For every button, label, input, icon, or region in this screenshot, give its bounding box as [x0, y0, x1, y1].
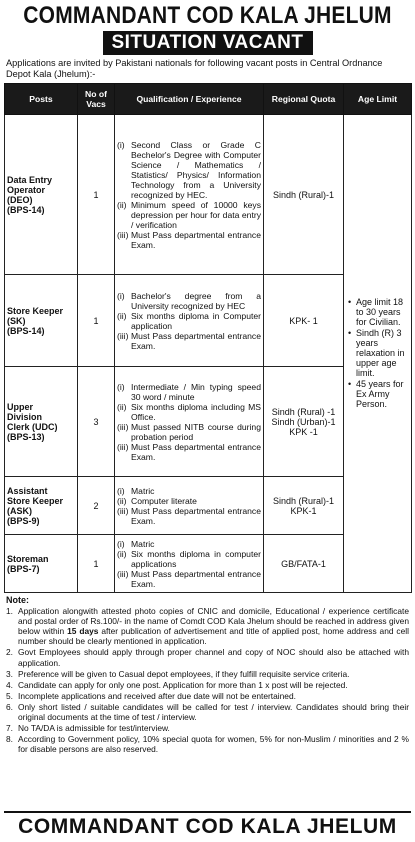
- header-vacs: No of Vacs: [78, 84, 115, 115]
- quota-line: KPK-1: [290, 505, 317, 516]
- qualification-list: [117, 291, 261, 351]
- quota-line: KPK -1: [289, 426, 318, 437]
- note-text: Application alongwith attested photo copies of CNIC and domicile, Educational / experience certificate and postal order of Rs.100/- in the name of Comdt COD Kala Jhelum should be reached in address given below within 15 days after publication of advertisement and title of applied post, home address and cell number should be clearly mentioned in application.: [18, 606, 409, 647]
- note-text: Only short listed / suitable candidates will be called for test / interview. Candidates should bring their original documents at the time of test / interview.: [18, 701, 409, 723]
- qualification-number: (ii): [117, 401, 127, 412]
- qualification-text: Minimum speed of 10000 keys depression per hour for data entry / verification: [131, 199, 261, 230]
- qualification-item: [117, 441, 261, 462]
- qualification-item: [117, 485, 261, 496]
- post-cell: [5, 275, 78, 367]
- qualification-list: [117, 486, 261, 526]
- qualification-item: [117, 538, 261, 549]
- vacancies-cell: 1: [78, 275, 115, 367]
- note-number: 7.: [6, 723, 13, 734]
- qualification-number: (iii): [117, 441, 129, 452]
- post-name-line: (SK): [7, 315, 26, 326]
- quota-line: KPK- 1: [289, 315, 318, 326]
- post-name-line: Store Keeper: [7, 305, 64, 316]
- note-item: [6, 701, 409, 723]
- qualification-text: Must Pass departmental entrance Exam.: [131, 330, 261, 351]
- note-number: 2.: [6, 647, 13, 658]
- header-age-limit: Age Limit: [344, 84, 412, 115]
- note-text: Govt Employees should apply through proper channel and copy of NOC should also be attached with application.: [18, 647, 409, 668]
- qualification-list: [117, 382, 261, 462]
- age-limit-cell: [344, 115, 412, 593]
- qualification-number: (i): [117, 290, 125, 301]
- qualification-text: Must Pass departmental entrance Exam.: [131, 229, 261, 250]
- age-limit-item: • Age limit 18 to 30 years for Civilian.: [356, 297, 409, 327]
- age-limit-item: • Sindh (R) 3 years relaxation in upper age limit.: [356, 328, 409, 378]
- qualification-item: [117, 199, 261, 230]
- vacancies-cell: 3: [78, 367, 115, 477]
- post-name-line: Store Keeper: [7, 495, 64, 506]
- qualification-text: Computer literate: [131, 495, 197, 506]
- qualification-text: Six months diploma in computer applications: [131, 548, 261, 569]
- note-item: [6, 723, 409, 734]
- note-text: Preference will be given to Casual depot employees, if they fulfill requisite service criteria.: [18, 668, 350, 679]
- qualification-cell: [115, 477, 264, 535]
- post-name-line: (BPS-9): [7, 515, 40, 526]
- intro-text: Applications are invited by Pakistani nationals for following vacant posts in Central Ordnance Depot Kala (Jhelum):-: [6, 58, 383, 79]
- qualification-text: Six months diploma including MS Office.: [131, 401, 261, 422]
- vacancies-cell: 1: [78, 115, 115, 275]
- qualification-text: Must Pass departmental entrance Exam.: [131, 505, 261, 526]
- regional-quota-cell: [264, 477, 344, 535]
- post-name-line: Operator: [7, 184, 46, 195]
- note-item: [6, 668, 409, 679]
- qualification-number: (iii): [117, 505, 129, 516]
- qualification-number: (iii): [117, 229, 129, 240]
- qualification-text: Must Pass departmental entrance Exam.: [131, 441, 261, 462]
- regional-quota-cell: [264, 367, 344, 477]
- post-name-line: (BPS-13): [7, 431, 45, 442]
- post-cell: [5, 115, 78, 275]
- post-name-line: (DEO): [7, 194, 33, 205]
- qualification-text: Second Class or Grade C Bechelor's Degree with Computer Science / Mathematics / Statistics/ Physics/ Information Technology from a University recognized by HEC.: [131, 139, 261, 200]
- qualification-number: (iii): [117, 330, 129, 341]
- qualification-text: Intermediate / Min typing speed 30 word / minute: [131, 381, 261, 402]
- qualification-item: [117, 139, 261, 200]
- notes-section: [6, 595, 409, 754]
- qualification-cell: [115, 535, 264, 593]
- qualification-item: [117, 290, 261, 311]
- notes-title: Note:: [6, 595, 29, 605]
- header-posts: Posts: [5, 84, 78, 115]
- qualification-number: (i): [117, 538, 125, 549]
- qualification-text: Must passed NITB course during probation period: [131, 421, 261, 442]
- note-item: [6, 606, 409, 647]
- table-body: [5, 115, 412, 593]
- qualification-item: [117, 310, 261, 331]
- quota-line: GB/FATA-1: [281, 558, 326, 569]
- qualification-number: (ii): [117, 548, 127, 559]
- qualification-number: (iii): [117, 568, 129, 579]
- qualification-text: Must Pass departmental entrance Exam.: [131, 568, 261, 589]
- header-qualification: Qualification / Experience: [115, 84, 264, 115]
- post-name-line: Division: [7, 411, 43, 422]
- quota-line: Sindh (Rural)-1: [272, 189, 335, 200]
- note-text: Incomplete applications and received after due date will not be entertained.: [18, 690, 296, 701]
- qualification-cell: [115, 367, 264, 477]
- post-name-line: Storeman: [7, 553, 49, 564]
- post-name-line: Upper: [7, 401, 34, 412]
- vacancies-cell: 2: [78, 477, 115, 535]
- post-name-line: Data Entry: [7, 174, 53, 185]
- age-limit-list: [346, 297, 409, 409]
- qualification-text: Bachelor's degree from a University recognized by HEC: [131, 290, 261, 311]
- age-limit-item: • 45 years for Ex Army Person.: [356, 379, 409, 409]
- qualification-text: Matric: [131, 538, 155, 549]
- qualification-item: [117, 548, 261, 569]
- vacancy-table: [4, 83, 412, 593]
- qualification-item: [117, 421, 261, 442]
- post-cell: [5, 477, 78, 535]
- qualification-number: (i): [117, 139, 125, 150]
- post-name-line: (BPS-14): [7, 325, 45, 336]
- post-cell: [5, 535, 78, 593]
- note-number: 6.: [6, 701, 13, 712]
- note-number: 3.: [6, 668, 13, 679]
- qualification-item: [117, 401, 261, 422]
- qualification-cell: [115, 275, 264, 367]
- qualification-cell: [115, 115, 264, 275]
- note-text: According to Government policy, 10% special quota for women, 5% for non-Muslim / minorities and 2 % for disable persons are also reserved.: [18, 734, 409, 755]
- quota-line: Sindh (Rural)-1: [272, 495, 335, 506]
- note-number: 5.: [6, 690, 13, 701]
- qualification-list: [117, 140, 261, 250]
- qualification-number: (ii): [117, 310, 127, 321]
- situation-vacant-banner: SITUATION VACANT: [103, 31, 313, 55]
- qualification-item: [117, 568, 261, 589]
- qualification-number: (i): [117, 381, 125, 392]
- note-number: 1.: [6, 606, 13, 617]
- qualification-list: [117, 539, 261, 589]
- table-header-row: [5, 84, 412, 115]
- post-name-line: Assistant: [7, 485, 48, 496]
- vacancies-cell: 1: [78, 535, 115, 593]
- qualification-item: [117, 330, 261, 351]
- quota-line: Sindh (Rural) -1: [271, 406, 336, 417]
- qualification-text: Six months diploma in Computer application: [131, 310, 261, 331]
- post-name-line: (BPS-14): [7, 204, 45, 215]
- page-title: COMMANDANT COD KALA JHELUM: [23, 2, 392, 29]
- qualification-item: [117, 229, 261, 250]
- table-row: [5, 115, 412, 275]
- notes-list: [6, 606, 409, 754]
- regional-quota-cell: [264, 275, 344, 367]
- qualification-number: (i): [117, 485, 125, 496]
- quota-line: Sindh (Urban)-1: [271, 416, 336, 427]
- note-item: [6, 690, 409, 701]
- note-number: 4.: [6, 679, 13, 690]
- qualification-item: [117, 495, 261, 506]
- note-text: Candidate can apply for only one post. Application for more than 1 x post will be rejected.: [18, 679, 348, 690]
- note-text: No TA/DA is admissible for test/interview.: [18, 723, 170, 734]
- post-cell: [5, 367, 78, 477]
- footer-title: COMMANDANT COD KALA JHELUM: [4, 811, 411, 840]
- qualification-number: (ii): [117, 199, 127, 210]
- note-number: 8.: [6, 734, 13, 745]
- regional-quota-cell: [264, 535, 344, 593]
- qualification-text: Matric: [131, 485, 155, 496]
- note-item: [6, 734, 409, 755]
- header-quota: Regional Quota: [264, 84, 344, 115]
- note-item: [6, 647, 409, 668]
- note-item: [6, 679, 409, 690]
- qualification-item: [117, 505, 261, 526]
- qualification-item: [117, 381, 261, 402]
- post-name-line: Clerk (UDC): [7, 421, 58, 432]
- qualification-number: (ii): [117, 495, 127, 506]
- post-name-line: (ASK): [7, 505, 32, 516]
- regional-quota-cell: [264, 115, 344, 275]
- post-name-line: (BPS-7): [7, 563, 40, 574]
- qualification-number: (iii): [117, 421, 129, 432]
